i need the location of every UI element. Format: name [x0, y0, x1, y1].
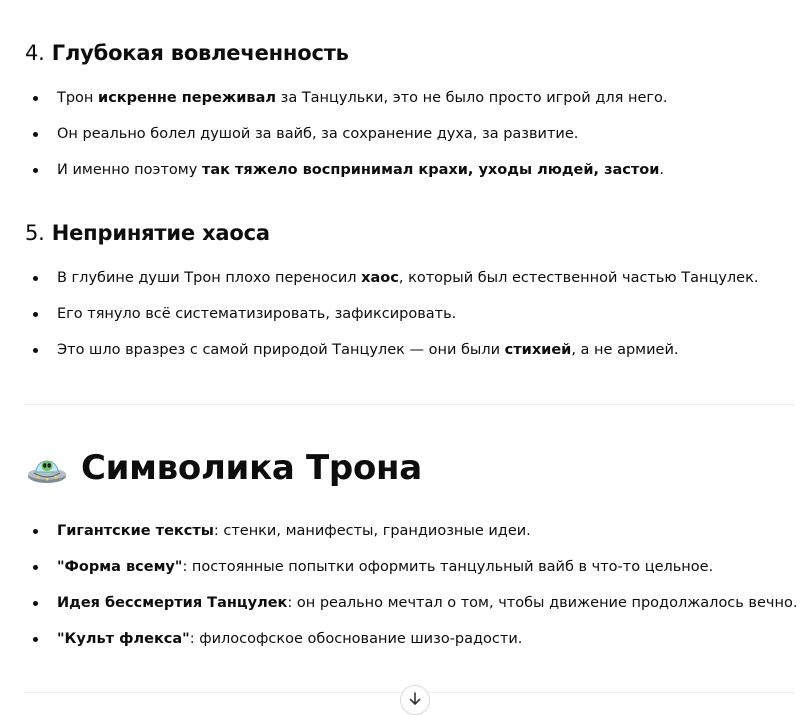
list-item: Гигантские тексты: стенки, манифесты, грандиозные идеи.: [25, 513, 795, 549]
list-item: Идея бессмертия Танцулек: он реально мечтал о том, чтобы движение продолжалось вечно.: [25, 585, 795, 621]
section-4-number: 4.: [25, 41, 45, 65]
ufo-icon: [25, 446, 69, 490]
list-item: Его тянуло всё систематизировать, зафиксировать.: [25, 296, 795, 332]
list-item: В глубине души Трон плохо переносил хаос, который был естественной частью Танцулек.: [25, 260, 795, 296]
symbolism-heading: [25, 446, 422, 490]
symbolism-title: Символика Трона: [81, 448, 422, 488]
section-4-title: Глубокая вовлеченность: [51, 41, 349, 65]
section-5-number: 5.: [25, 221, 45, 245]
list-item: И именно поэтому так тяжело воспринимал крахи, уходы людей, застои.: [25, 152, 795, 188]
arrow-down-icon: [408, 692, 422, 706]
list-item: Он реально болел душой за вайб, за сохранение духа, за развитие.: [25, 116, 795, 152]
section-5-list: [25, 260, 795, 368]
list-item: Это шло вразрез с самой природой Танцулек — они были стихией, а не армией.: [25, 332, 795, 368]
section-5-heading: [25, 219, 270, 247]
list-item: "Культ флекса": философское обоснование шизо-радости.: [25, 621, 795, 657]
divider: [25, 404, 795, 405]
section-4-list: [25, 80, 795, 188]
scroll-down-button[interactable]: [400, 685, 430, 715]
section-4-heading: [25, 39, 349, 67]
section-5-title: Непринятие хаоса: [51, 221, 270, 245]
list-item: "Форма всему": постоянные попытки оформить танцульный вайб в что-то цельное.: [25, 549, 795, 585]
list-item: Трон искренне переживал за Танцульки, это не было просто игрой для него.: [25, 80, 795, 116]
symbolism-list: [25, 513, 798, 657]
